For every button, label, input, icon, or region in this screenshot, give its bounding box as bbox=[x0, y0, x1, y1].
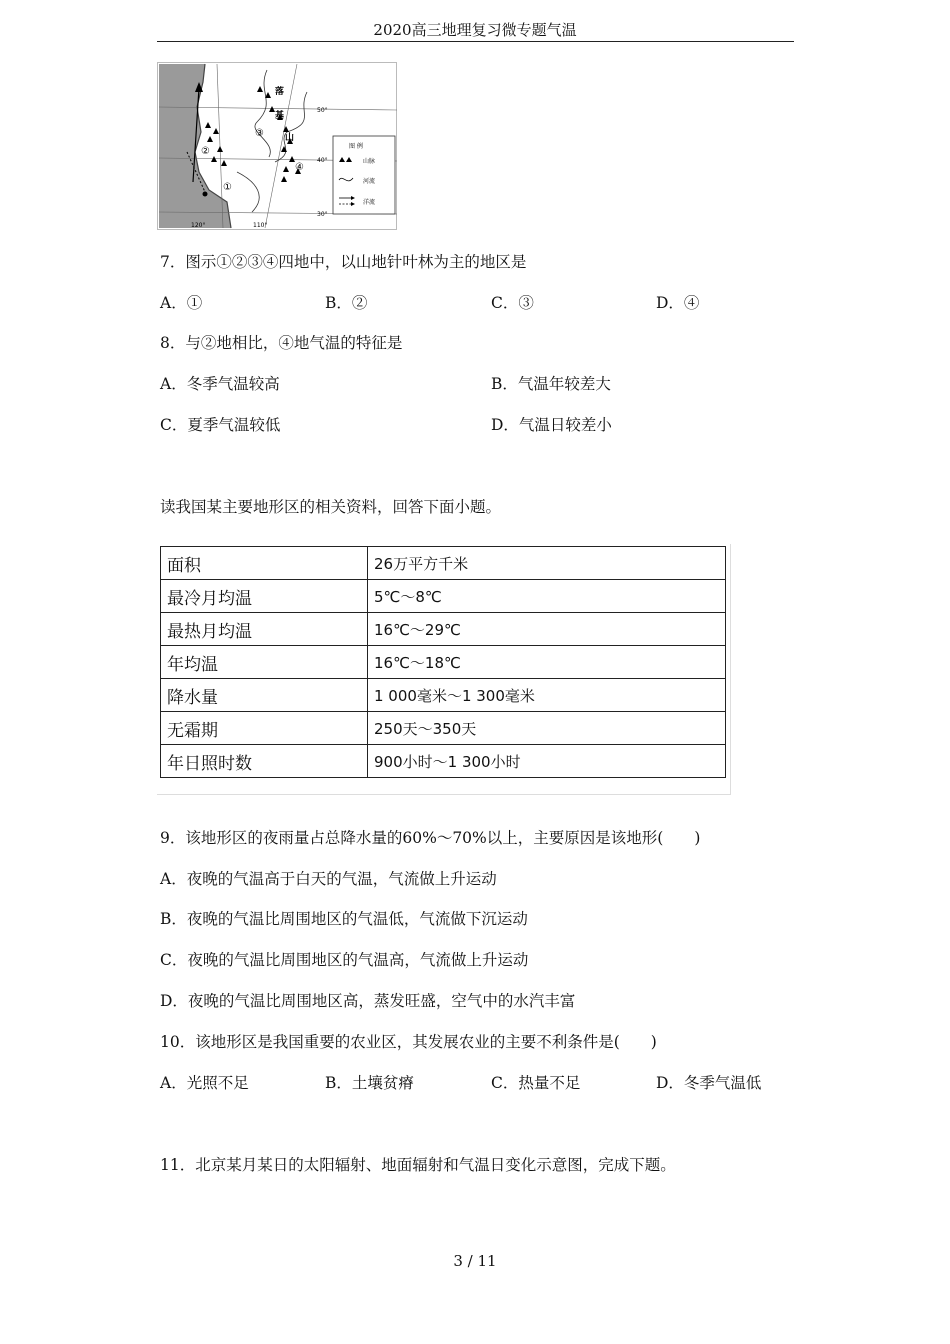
q9-option-b: B．夜晚的气温比周围地区的气温低，气流做下沉运动 bbox=[160, 910, 528, 928]
map-point-1: ① bbox=[223, 182, 232, 193]
q10-option-d: D．冬季气温低 bbox=[656, 1074, 762, 1092]
table-cell-value: 5℃～8℃ bbox=[368, 580, 726, 613]
q10-option-c: C．热量不足 bbox=[491, 1074, 581, 1092]
table-cell-key: 面积 bbox=[161, 547, 368, 580]
q7-option-a: A．① bbox=[160, 294, 203, 312]
page-number: 3 / 11 bbox=[453, 1252, 497, 1270]
svg-text:山: 山 bbox=[285, 133, 295, 143]
q10-option-b: B．土壤贫瘠 bbox=[325, 1074, 414, 1092]
q7-option-c: C．③ bbox=[491, 294, 534, 312]
table-cell-value: 250天～350天 bbox=[368, 712, 726, 745]
table-row bbox=[161, 646, 726, 679]
header-divider bbox=[157, 41, 794, 42]
table-cell-value: 1 000毫米～1 300毫米 bbox=[368, 679, 726, 712]
table-cell-value: 900小时～1 300小时 bbox=[368, 745, 726, 778]
q10-option-a: A．光照不足 bbox=[160, 1074, 249, 1092]
map-point-3: ③ bbox=[255, 128, 264, 139]
table-cell-key: 无霜期 bbox=[161, 712, 368, 745]
table-cell-key: 年均温 bbox=[161, 646, 368, 679]
question-9-stem: 9．该地形区的夜雨量占总降水量的60%～70%以上，主要原因是该地形( ) bbox=[160, 829, 701, 847]
svg-text:山脉: 山脉 bbox=[363, 158, 376, 165]
map-legend bbox=[333, 136, 395, 214]
svg-text:图 例: 图 例 bbox=[349, 143, 363, 150]
table-cell-value: 16℃～29℃ bbox=[368, 613, 726, 646]
table-cell-key: 最冷月均温 bbox=[161, 580, 368, 613]
q8-option-b: B．气温年较差大 bbox=[491, 375, 611, 393]
table-row bbox=[161, 613, 726, 646]
section-intro: 读我国某主要地形区的相关资料，回答下面小题。 bbox=[160, 498, 502, 516]
svg-text:洋流: 洋流 bbox=[363, 199, 376, 206]
q7-option-d: D．④ bbox=[656, 294, 700, 312]
svg-text:河流: 河流 bbox=[363, 178, 376, 185]
map-figure bbox=[157, 62, 397, 230]
svg-text:落: 落 bbox=[275, 87, 285, 97]
table-cell-key: 年日照时数 bbox=[161, 745, 368, 778]
q7-option-b: B．② bbox=[325, 294, 368, 312]
question-7-stem: 7．图示①②③④四地中，以山地针叶林为主的地区是 bbox=[160, 253, 527, 271]
svg-text:40°: 40° bbox=[317, 157, 328, 164]
table-cell-key: 最热月均温 bbox=[161, 613, 368, 646]
question-8-stem: 8．与②地相比，④地气温的特征是 bbox=[160, 334, 403, 352]
question-11-stem: 11．北京某月某日的太阳辐射、地面辐射和气温日变化示意图，完成下题。 bbox=[160, 1156, 676, 1174]
table-row bbox=[161, 580, 726, 613]
q8-option-d: D．气温日较差小 bbox=[491, 416, 612, 434]
table-row bbox=[161, 745, 726, 778]
q9-option-d: D．夜晚的气温比周围地区高，蒸发旺盛，空气中的水汽丰富 bbox=[160, 992, 576, 1010]
table-row bbox=[161, 712, 726, 745]
svg-text:基: 基 bbox=[275, 111, 285, 121]
map-point-2: ② bbox=[201, 146, 210, 157]
table-row bbox=[161, 679, 726, 712]
map-point-4: ④ bbox=[295, 162, 304, 173]
document-header-title: 2020高三地理复习微专题气温 bbox=[373, 21, 577, 39]
table-row bbox=[161, 547, 726, 580]
table-cell-key: 降水量 bbox=[161, 679, 368, 712]
svg-text:110°: 110° bbox=[253, 222, 268, 229]
table-cell-value: 16℃～18℃ bbox=[368, 646, 726, 679]
table-cell-value: 26万平方千米 bbox=[368, 547, 726, 580]
q8-option-c: C．夏季气温较低 bbox=[160, 416, 281, 434]
q8-option-a: A．冬季气温较高 bbox=[160, 375, 280, 393]
question-10-stem: 10．该地形区是我国重要的农业区，其发展农业的主要不利条件是( ) bbox=[160, 1033, 657, 1051]
svg-text:120°: 120° bbox=[191, 222, 206, 229]
svg-text:30°: 30° bbox=[317, 211, 328, 218]
terrain-info-table bbox=[160, 546, 726, 778]
q9-option-c: C．夜晚的气温比周围地区的气温高，气流做上升运动 bbox=[160, 951, 529, 969]
q9-option-a: A．夜晚的气温高于白天的气温，气流做上升运动 bbox=[160, 870, 497, 888]
svg-text:50°: 50° bbox=[317, 107, 328, 114]
